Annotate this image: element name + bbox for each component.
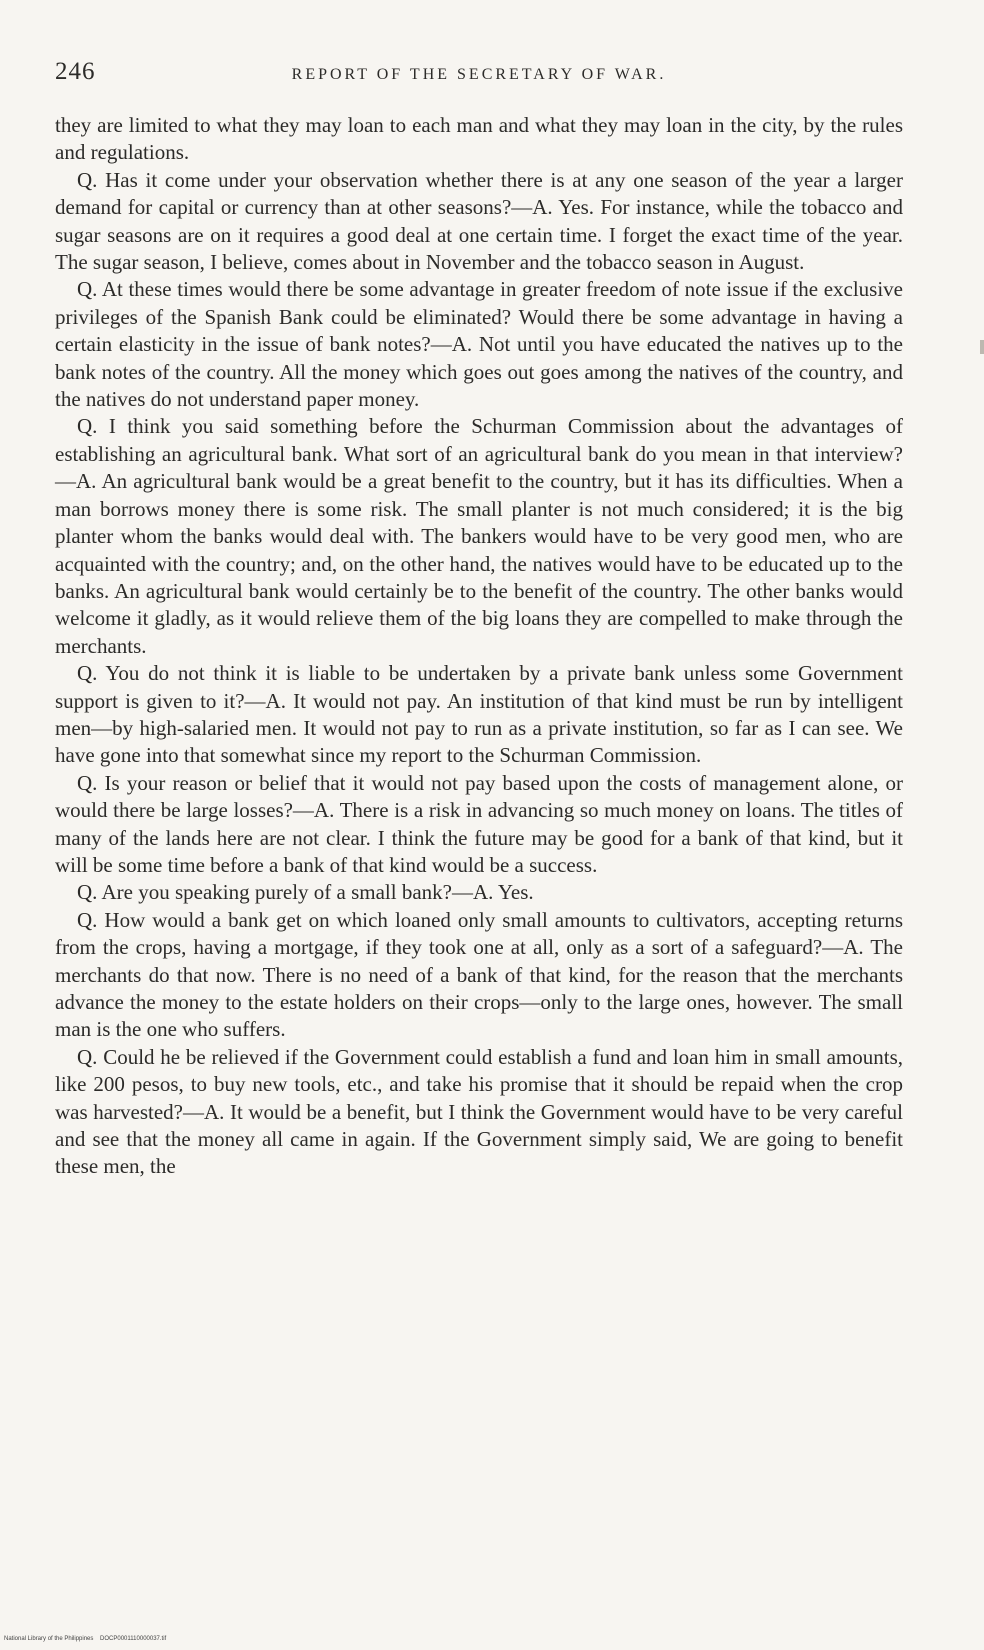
page-header — [55, 58, 903, 98]
paragraph: Q. Is your reason or belief that it would not pay based upon the costs of management alone, or would there be large losses?—A. There is a risk in advancing so much money on loans. The titles of many of the lands here are not clear. I think the future may be good for a bank of that kind, but it will be some time before a bank of that kind would be a success. — [55, 770, 903, 877]
paragraph: Q. How would a bank get on which loaned only small amounts to cultivators, accepting returns from the crops, having a mortgage, if they took one at all, only as a sort of a safeguard?—A. The merchants do that now. There is no need of a bank of that kind, for the reason that the merchants advance the money to the estate holders on their crops—only to the large ones, however. The small man is the one who suffers. — [55, 907, 903, 1042]
body-text — [55, 112, 903, 1181]
paragraph: Q. I think you said something before the Schurman Commission about the advantages of establishing an agricultural bank. What sort of an agricultural bank do you mean in that interview?—A. An agricultural bank would be a great benefit to the country, but it has its difficulties. When a man borrows money there is some risk. The small planter is not much considered; it is the big planter whom the banks would deal with. The bankers would have to be very good men, who are acquainted with the country; and, on the other hand, the natives would have to be educated up to the banks. An agricultural bank would certainly be to the benefit of the country. The other banks would welcome it gladly, as it would relieve them of the big loans they are compelled to make through the merchants. — [55, 414, 903, 658]
document-page — [55, 58, 903, 1181]
paragraph: Q. Are you speaking purely of a small bank?—A. Yes. — [77, 880, 534, 905]
scan-edge-mark — [980, 340, 984, 354]
paragraph: Q. You do not think it is liable to be undertaken by a private bank unless some Government support is given to it?—A. It would not pay. An institution of that kind must be run by intelligent men—by high-salaried men. It would not pay to run as a private institution, so far as I can see. We have gone into that somewhat since my report to the Schurman Commission. — [55, 661, 903, 768]
paragraph: Q. At these times would there be some advantage in greater freedom of note issue if the exclusive privileges of the Spanish Bank could be eliminated? Would there be some advantage in having a certain elasticity in the issue of bank notes?—A. Not until you have educated the natives up to the bank notes of the country. All the money which goes out goes among the natives of the country, and the natives do not understand paper money. — [55, 277, 903, 412]
paragraph: Q. Could he be relieved if the Government could establish a fund and loan him in small amounts, like 200 pesos, to buy new tools, etc., and take his promise that it should be repaid when the crop was harvested?—A. It would be a benefit, but I think the Government would have to be very careful and see that the money all came in again. If the Government simply said, We are going to benefit these men, the — [55, 1044, 903, 1179]
paragraph: they are limited to what they may loan to each man and what they may loan in the city, by the rules and regulations. — [55, 113, 903, 165]
paragraph: Q. Has it come under your observation whether there is at any one season of the year a larger demand for capital or currency than at other seasons?—A. Yes. For instance, while the tobacco and sugar seasons are on it requires a good deal at one certain time. I forget the exact time of the year. The sugar season, I believe, comes about in November and the tobacco season in August. — [55, 167, 903, 275]
page-number: 246 — [55, 58, 96, 85]
scan-footer: National Library of the Philippines DOCP0001110000037.tif — [4, 1636, 167, 1642]
running-head: REPORT OF THE SECRETARY OF WAR. — [291, 66, 667, 83]
